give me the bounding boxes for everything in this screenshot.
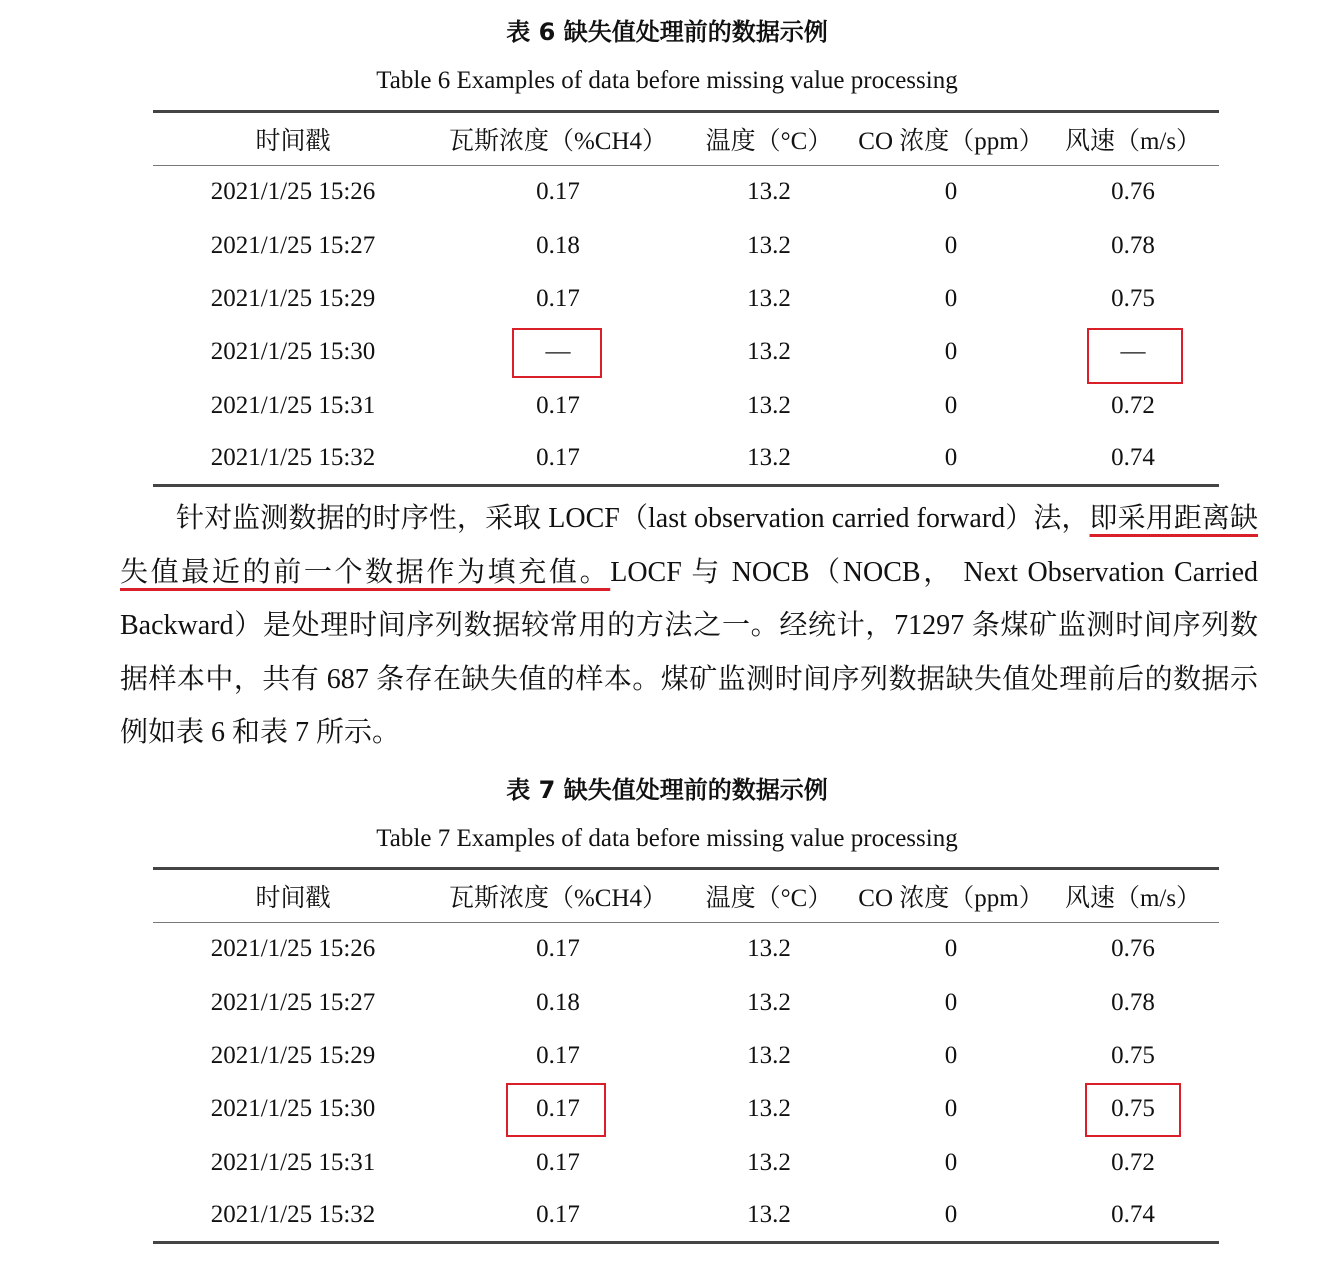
- table-cell: 2021/1/25 15:27: [210, 988, 376, 1016]
- table7-header-wind: 风速（m/s）: [1047, 869, 1219, 923]
- table6-caption-zh: 表 6 缺失值处理前的数据示例: [506, 18, 828, 46]
- table-cell: 0: [855, 432, 1047, 485]
- missing-value-wind: —: [1120, 338, 1146, 366]
- table-cell: 0: [944, 284, 958, 312]
- table-cell: 0.76: [1111, 935, 1155, 963]
- table-cell: 13.2: [747, 338, 791, 366]
- table-cell: 0: [944, 231, 958, 259]
- table-row: [153, 976, 1219, 1029]
- table-cell: 0.78: [1111, 988, 1155, 1016]
- table6-header-wind: 风速（m/s）: [1047, 112, 1219, 166]
- table-cell: 2021/1/25 15:30: [210, 338, 376, 366]
- table-cell: 13.2: [747, 284, 791, 312]
- table6-header-gas: 瓦斯浓度（%CH4）: [433, 112, 683, 166]
- table-cell: 13.2: [683, 432, 855, 485]
- paragraph-text-2: LOCF 与 NOCB（NOCB， Next Observation Carried Backward）是处理时间序列数据较常用的方法之一。经统计，71297 条煤矿监测时间序列数据样本中，共有 687 条存在缺失值的样本。煤矿监测时间序列数据缺失值处理前后的数据示例如表 6 和表 7 所示。: [120, 556, 1258, 748]
- filled-value-wind: 0.75: [1111, 1095, 1155, 1123]
- table-cell: 13.2: [747, 988, 791, 1016]
- table-cell-highlighted: [433, 1083, 683, 1136]
- table-row: [153, 1029, 1219, 1082]
- table-cell: 0.17: [536, 935, 580, 963]
- table-cell: 0: [944, 988, 958, 1016]
- table6-header-temperature: 温度（°C）: [683, 112, 855, 166]
- table-cell: 2021/1/25 15:30: [210, 1095, 376, 1123]
- table-cell: 0.17: [433, 1189, 683, 1242]
- table6-header-timestamp: 时间戳: [153, 112, 433, 166]
- table-row: [153, 1189, 1219, 1242]
- table-cell: 2021/1/25 15:27: [210, 231, 376, 259]
- table7-header-gas: 瓦斯浓度（%CH4）: [433, 869, 683, 923]
- table-row: [153, 923, 1219, 976]
- table-cell: 0: [944, 338, 958, 366]
- table-cell: 0: [944, 1095, 958, 1123]
- table-cell: 13.2: [747, 1148, 791, 1176]
- table-cell: 13.2: [747, 178, 791, 206]
- table-cell: 13.2: [683, 1189, 855, 1242]
- paragraph-underlined-text: 即采用距离缺失值最近的前一个数据作为填充值。: [120, 503, 1258, 588]
- body-paragraph: [120, 492, 1258, 760]
- table-cell: 0.17: [433, 432, 683, 485]
- table-cell: 0: [944, 178, 958, 206]
- table-cell: 0.17: [536, 391, 580, 419]
- table-cell: 0: [944, 1041, 958, 1069]
- table-row: [153, 432, 1219, 485]
- table-cell: 2021/1/25 15:29: [210, 284, 376, 312]
- table7: [153, 867, 1219, 1244]
- table-cell: 0.18: [536, 988, 580, 1016]
- table-cell: 2021/1/25 15:32: [153, 1189, 433, 1242]
- table-row: [153, 326, 1219, 379]
- table-cell: 13.2: [747, 935, 791, 963]
- table-cell: 13.2: [747, 391, 791, 419]
- table-row: [153, 219, 1219, 272]
- table-cell: 0.75: [1111, 284, 1155, 312]
- table-cell: 0.17: [536, 1041, 580, 1069]
- table-cell: 13.2: [747, 1095, 791, 1123]
- table-cell: 13.2: [747, 231, 791, 259]
- table7-header-temperature: 温度（°C）: [683, 869, 855, 923]
- table-cell: 13.2: [747, 1041, 791, 1069]
- table-cell: 0: [944, 391, 958, 419]
- table7-header-timestamp: 时间戳: [153, 869, 433, 923]
- table7-caption-zh: 表 7 缺失值处理前的数据示例: [506, 776, 828, 804]
- table6-header-co: CO 浓度（ppm）: [855, 112, 1047, 166]
- table-cell: 0.72: [1111, 1148, 1155, 1176]
- table-cell-highlighted: [433, 326, 683, 379]
- table-cell: 2021/1/25 15:32: [153, 432, 433, 485]
- table-cell: 2021/1/25 15:31: [210, 391, 376, 419]
- table-cell: 0.74: [1047, 432, 1219, 485]
- table7-caption-en: Table 7 Examples of data before missing value processing: [376, 825, 958, 852]
- table-cell-highlighted: [1047, 1083, 1219, 1136]
- table6: [153, 110, 1219, 487]
- paragraph-text-1: 针对监测数据的时序性，采取 LOCF（last observation carried forward）法，: [176, 503, 1090, 534]
- missing-value-gas: —: [545, 338, 571, 366]
- table-cell: 0.76: [1111, 178, 1155, 206]
- table-row: [153, 166, 1219, 219]
- table-row: [153, 379, 1219, 432]
- table7-header-co: CO 浓度（ppm）: [855, 869, 1047, 923]
- table-cell: 2021/1/25 15:29: [210, 1041, 376, 1069]
- table-cell: 2021/1/25 15:26: [210, 178, 376, 206]
- table-cell: 0.18: [536, 231, 580, 259]
- table-cell: 0.17: [536, 178, 580, 206]
- table-cell: 2021/1/25 15:26: [210, 935, 376, 963]
- table-cell: 0.17: [536, 284, 580, 312]
- table-cell: 0.72: [1111, 391, 1155, 419]
- table6-header-row: [153, 112, 1219, 166]
- table7-header-row: [153, 869, 1219, 923]
- table-cell: 0: [855, 1189, 1047, 1242]
- table-row: [153, 1083, 1219, 1136]
- table-row: [153, 1136, 1219, 1189]
- table-cell: 0.78: [1111, 231, 1155, 259]
- table-cell: 0.17: [536, 1148, 580, 1176]
- table-cell: 0: [944, 935, 958, 963]
- table6-caption-en: Table 6 Examples of data before missing value processing: [376, 67, 958, 94]
- table-cell: 2021/1/25 15:31: [210, 1148, 376, 1176]
- table-cell-highlighted: [1047, 326, 1219, 379]
- filled-value-gas: 0.17: [536, 1095, 580, 1123]
- table-cell: 0: [944, 1148, 958, 1176]
- table-cell: 0.74: [1047, 1189, 1219, 1242]
- table-row: [153, 272, 1219, 325]
- table-cell: 0.75: [1111, 1041, 1155, 1069]
